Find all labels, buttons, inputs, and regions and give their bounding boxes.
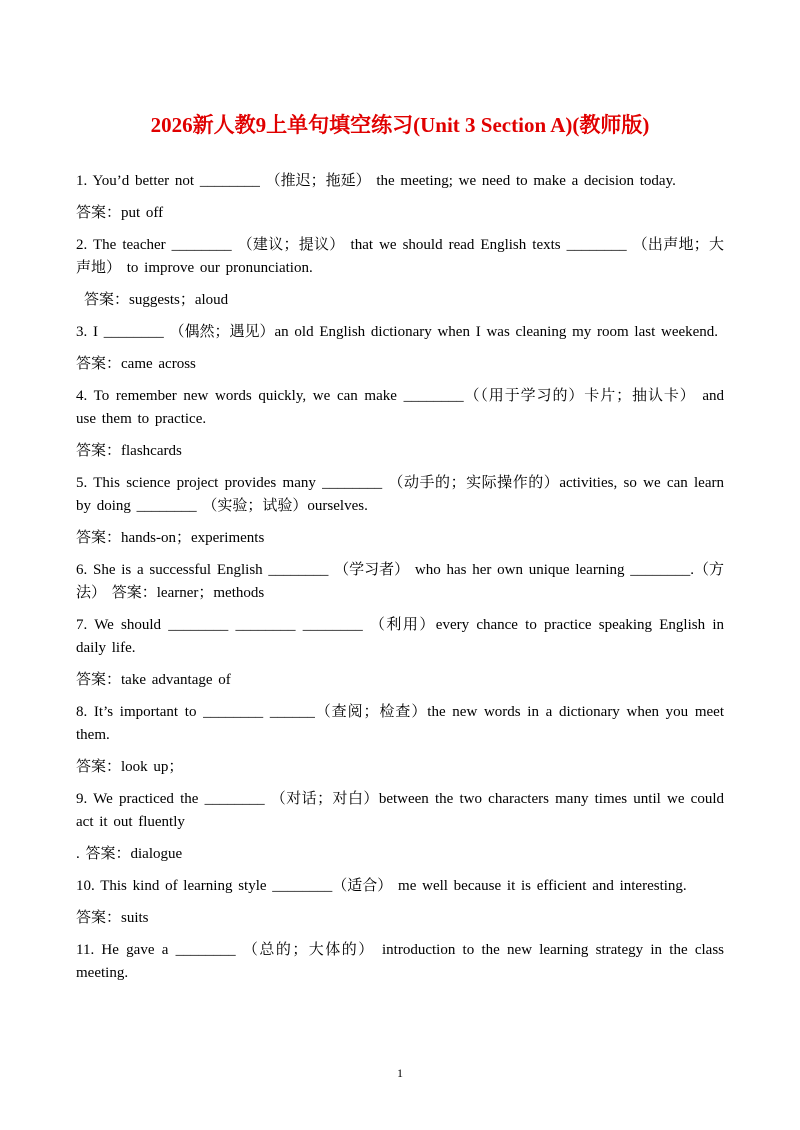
question-2: 2. The teacher ________ （建议；提议） that we should read English texts ________ （出声地；大声地） to improve our pronunciation. bbox=[76, 237, 724, 276]
answer-10: 答案：suits bbox=[76, 910, 149, 926]
question-1: 1. You’d better not ________ （推迟；拖延） the meeting; we need to make a decision today. bbox=[76, 173, 676, 189]
question-5: 5. This science project provides many ________ （动手的；实际操作的）activities, so we can learn by doing ________ （实验；试验）ourselves. bbox=[76, 475, 724, 514]
answer-5: 答案：hands-on；experiments bbox=[76, 530, 265, 546]
answer-3: 答案：came across bbox=[76, 356, 196, 372]
question-4: 4. To remember new words quickly, we can make ________（（用于学习的）卡片；抽认卡） and use them to practice. bbox=[76, 388, 724, 427]
answer-7: 答案：take advantage of bbox=[76, 672, 231, 688]
answer-9: . 答案：dialogue bbox=[76, 846, 183, 862]
question-10: 10. This kind of learning style ________（适合） me well because it is efficient and interesting. bbox=[76, 878, 687, 894]
document-title: 2026新人教9上单句填空练习(Unit 3 Section A)(教师版) bbox=[150, 113, 650, 137]
question-3: 3. I ________ （偶然；遇见）an old English dictionary when I was cleaning my room last weekend. bbox=[76, 324, 719, 340]
page-number: 1 bbox=[397, 1066, 403, 1080]
question-8: 8. It’s important to ________ ______（查阅；检查）the new words in a dictionary when you meet them. bbox=[76, 704, 724, 743]
question-6: 6. She is a successful English ________ （学习者） who has her own unique learning ________.（方法） 答案：learner；methods bbox=[76, 562, 724, 601]
answer-2: 答案：suggests；aloud bbox=[84, 292, 229, 308]
question-9: 9. We practiced the ________ （对话；对白）between the two characters many times until we could act it out fluently bbox=[76, 791, 724, 830]
answer-8: 答案：look up； bbox=[76, 759, 184, 775]
question-7: 7. We should ________ ________ ________ （利用）every chance to practice speaking English in daily life. bbox=[76, 617, 724, 656]
answer-1: 答案：put off bbox=[76, 205, 164, 221]
answer-4: 答案：flashcards bbox=[76, 443, 182, 459]
question-11: 11. He gave a ________ （总的；大体的） introduction to the new learning strategy in the class meeting. bbox=[76, 942, 724, 981]
exercise-list bbox=[76, 170, 724, 994]
